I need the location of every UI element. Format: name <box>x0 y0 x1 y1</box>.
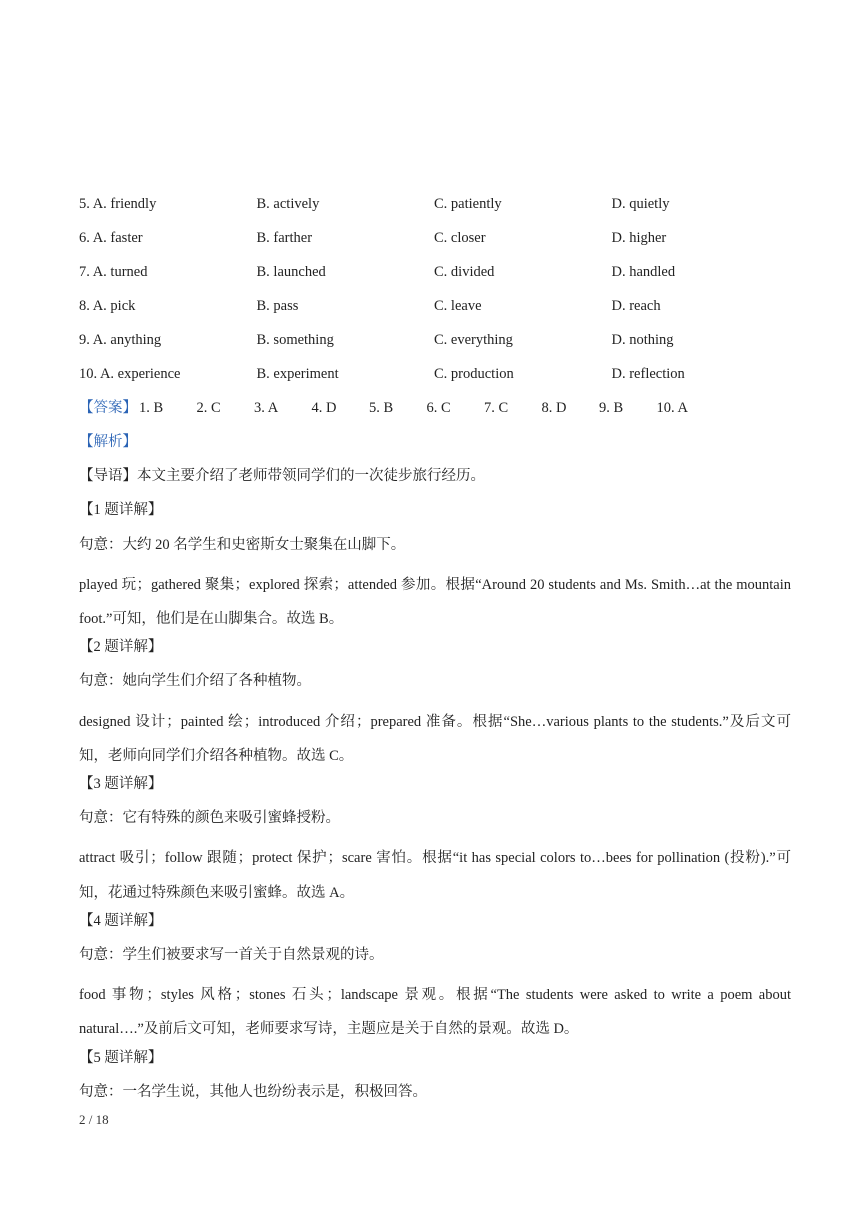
page-content <box>79 193 791 1115</box>
answer-item: 6. C <box>426 400 451 416</box>
explanation-paragraph: attract 吸引；follow 跟随；protect 保护；scare 害怕。根据“it has special colors to…bees for pollination (投粉).”可知，花通过特殊颜色来吸引蜜蜂。故选 A。 <box>79 850 791 901</box>
option-d: D. quietly <box>611 196 670 212</box>
option-c: C. production <box>434 366 514 382</box>
option-d: D. reflection <box>611 366 685 382</box>
sentence-meaning: 句意：它有特殊的颜色来吸引蜜蜂授粉。 <box>79 810 340 827</box>
option-c: C. patiently <box>434 196 502 212</box>
section-header: 【4 题详解】 <box>79 912 163 929</box>
answer-item: 10. A <box>656 400 688 416</box>
option-d: D. higher <box>611 230 667 246</box>
sentence-meaning: 句意：大约 20 名学生和史密斯女士聚集在山脚下。 <box>79 536 406 553</box>
option-row-10 <box>79 363 791 397</box>
option-b: B. something <box>256 332 334 348</box>
option-d: D. reach <box>611 298 661 314</box>
option-c: C. everything <box>434 332 513 348</box>
option-a: 9. A. anything <box>79 332 162 348</box>
explanation-paragraph: designed 设计；painted 绘；introduced 介绍；prepared 准备。根据“She…various plants to the students.”及后文可知，老师向同学们介绍各种植物。故选 C。 <box>79 713 791 764</box>
option-b: B. actively <box>256 196 320 212</box>
option-b: B. experiment <box>256 366 339 382</box>
analysis-tag: 【解析】 <box>79 434 137 450</box>
option-a: 8. A. pick <box>79 298 136 314</box>
explanation-paragraph: food 事物；styles 风格；stones 石头；landscape 景观。根据“The students were asked to write a poem about natural….”及前后文可知，老师要求写诗，主题应是关于自然的景观。故选 D。 <box>79 987 791 1038</box>
option-c: C. divided <box>434 264 495 280</box>
option-row-8 <box>79 295 791 329</box>
answer-item: 2. C <box>196 400 221 416</box>
section-header: 【1 题详解】 <box>79 502 163 519</box>
answer-item: 3. A <box>254 400 279 416</box>
page-number: 2 / 18 <box>79 1112 109 1127</box>
option-b: B. launched <box>256 264 326 280</box>
option-b: B. farther <box>256 230 313 246</box>
option-a: 6. A. faster <box>79 230 143 246</box>
section-header: 【2 题详解】 <box>79 639 163 656</box>
option-a: 7. A. turned <box>79 264 148 280</box>
option-d: D. handled <box>611 264 676 280</box>
option-c: C. leave <box>434 298 482 314</box>
explanation-paragraph: played 玩；gathered 聚集；explored 探索；attended 参加。根据“Around 20 students and Ms. Smith…at the mountain foot.”可知，他们是在山脚集合。故选 B。 <box>79 576 791 627</box>
intro-text: 【导语】本文主要介绍了老师带领同学们的一次徒步旅行经历。 <box>79 468 485 485</box>
sentence-meaning: 句意：一名学生说，其他人也纷纷表示是，积极回答。 <box>79 1083 427 1100</box>
section-header: 【3 题详解】 <box>79 775 163 792</box>
answer-item: 1. B <box>139 400 164 416</box>
option-a: 5. A. friendly <box>79 196 157 212</box>
option-b: B. pass <box>256 298 299 314</box>
option-row-6 <box>79 227 791 261</box>
sentence-meaning: 句意：她向学生们介绍了各种植物。 <box>79 673 311 690</box>
sentence-meaning: 句意：学生们被要求写一首关于自然景观的诗。 <box>79 946 384 963</box>
answer-item: 9. B <box>599 400 624 416</box>
answer-row <box>79 397 791 431</box>
answer-item: 4. D <box>311 400 337 416</box>
answer-item: 8. D <box>541 400 567 416</box>
option-a: 10. A. experience <box>79 366 181 382</box>
option-row-7 <box>79 261 791 295</box>
section-header: 【5 题详解】 <box>79 1049 163 1066</box>
answer-item: 5. B <box>369 400 394 416</box>
option-row-9 <box>79 329 791 363</box>
answer-tag: 【答案】 <box>79 400 137 416</box>
option-d: D. nothing <box>611 332 674 348</box>
option-row-5 <box>79 193 791 227</box>
answer-item: 7. C <box>484 400 509 416</box>
option-c: C. closer <box>434 230 486 246</box>
